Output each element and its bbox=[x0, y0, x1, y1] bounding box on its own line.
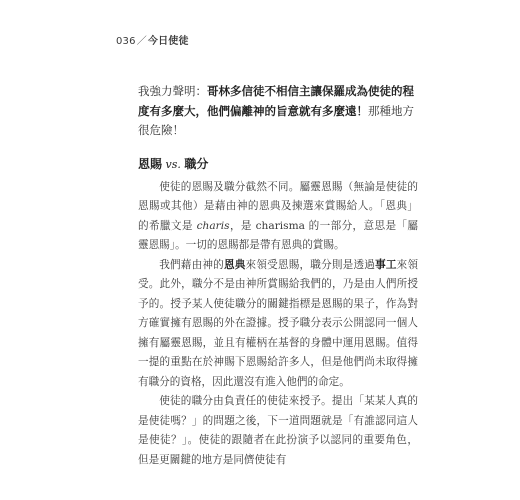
paragraph2-text1: 我們藉由神的 bbox=[159, 258, 224, 271]
section-heading bbox=[138, 155, 418, 172]
lead-paragraph bbox=[138, 82, 418, 141]
paragraph-apostolic-office: 使徒的職分由負責任的使徒來授予。提出「某某人真的是使徒嗎？」的問題之後，下一道問題就是「有誰認同這人是使徒？」。使徒的跟隨者在此扮演予以認同的重要角色，但是更關鍵的地方是同儕使徒有 bbox=[138, 395, 418, 466]
section-heading-left: 恩賜 bbox=[138, 156, 163, 171]
chapter-title: 今日使徒 bbox=[147, 36, 189, 47]
body-text bbox=[138, 82, 418, 470]
page-number: 036 bbox=[116, 36, 136, 47]
running-head-separator: ／ bbox=[136, 36, 147, 47]
paragraph-gifts-vs-office bbox=[138, 178, 418, 256]
section-heading-right: 職分 bbox=[184, 156, 209, 171]
term-grace: 恩典 bbox=[223, 258, 246, 271]
running-head bbox=[116, 32, 189, 47]
lead-ending: 那種地方很危險！ bbox=[138, 103, 414, 137]
lead-emphasis: 哥林多信徒不相信主讓保羅成為使徒的程度有多麼大，他們偏離神的旨意就有多麼遠！ bbox=[138, 84, 414, 118]
paragraph1-text1: 使徒的恩賜及職分截然不同。屬靈恩賜（無論是使徒的恩賜或其他）是藉由神的恩典及揀選來賞賜給人。「恩典」的希臘文是 bbox=[138, 180, 418, 232]
paragraph2-text2: 來領受恩賜，職分則是透過 bbox=[245, 258, 376, 271]
paragraph-grace-and-ministry bbox=[138, 256, 418, 393]
term-ministry: 事工 bbox=[375, 258, 397, 271]
paragraph1-text2: ，是 charisma 的一部分，意思是「屬靈恩賜」。一切的恩賜都是帶有恩典的賞賜。 bbox=[138, 219, 418, 251]
lead-intro: 我強力聲明： bbox=[138, 84, 207, 98]
greek-term-charis: charis bbox=[196, 219, 230, 232]
section-heading-vs: vs. bbox=[162, 157, 185, 171]
paragraph2-text3: 來領受。此外，職分不是由神所賞賜給我們的，乃是由人們所授予的。授予某人使徒職分的關鍵指標是恩賜的果子，作為對方確實擁有恩賜的外在證據。授予職分表示公開認同一個人擁有屬靈恩賜，並且有權柄在基督的身體中運用恩賜。值得一提的重點在於神賜下恩賜給許多人，但是他們尚未取得擁有職分的資格，因此還沒有進入他們的命定。 bbox=[138, 258, 419, 388]
